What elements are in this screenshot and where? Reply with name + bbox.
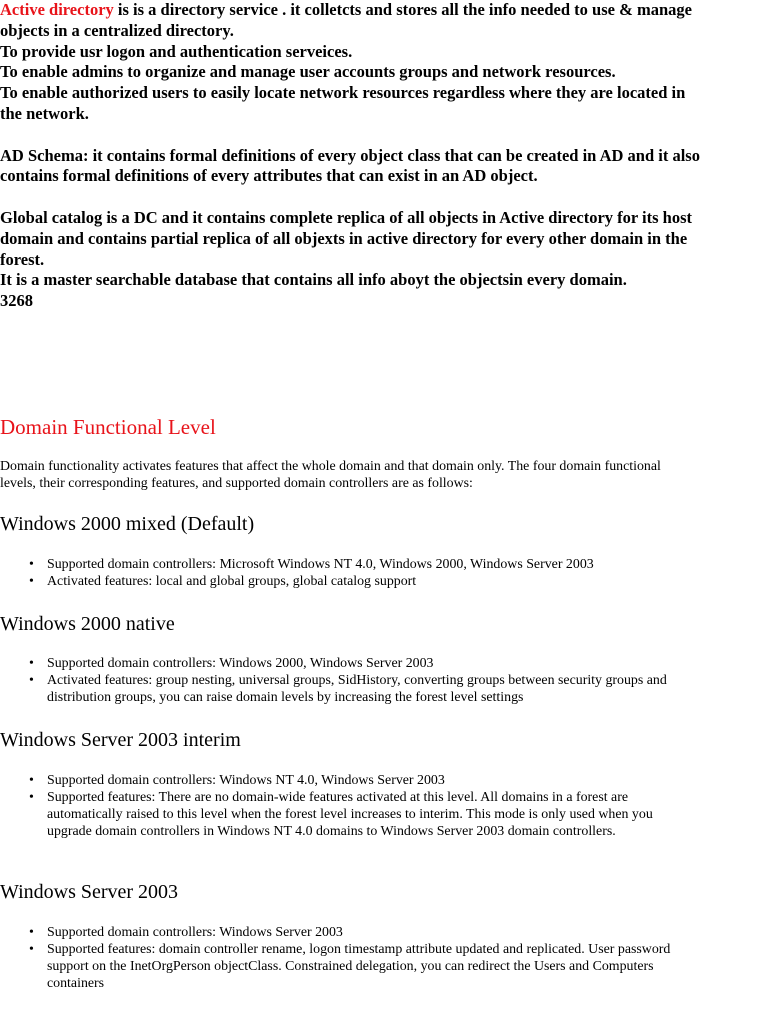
- section-list: [29, 556, 689, 590]
- list-item-text: Activated features: group nesting, universal groups, SidHistory, converting groups between security groups and distribution groups, you can raise domain levels by increasing the forest level settings: [47, 673, 667, 706]
- list-item-text: Supported features: domain controller rename, logon timestamp attribute updated and replicated. User password support on the InetOrgPerson objectClass. Constrained delegation, you can redirect the Users and Computers containers: [47, 942, 671, 992]
- section-heading: Windows 2000 mixed (Default): [0, 513, 255, 535]
- spacer: [0, 125, 700, 146]
- intro-port: 3268: [0, 291, 33, 311]
- section-list: [29, 655, 689, 706]
- list-item: [29, 789, 689, 840]
- spacer: [0, 187, 700, 208]
- bullet-icon: •: [29, 942, 34, 958]
- active-directory-term: Active directory: [0, 0, 114, 19]
- intro-schema: AD Schema: it contains formal definitions of every object class that can be created in AD and it also contains formal definitions of every attributes that can exist in an AD object.: [0, 145, 700, 186]
- intro-notes: [0, 0, 700, 312]
- intro-point-admins: To enable admins to organize and manage user accounts groups and network resources.: [0, 62, 616, 82]
- list-item-text: Activated features: local and global groups, global catalog support: [47, 574, 417, 590]
- intro-global-catalog: Global catalog is a DC and it contains complete replica of all objects in Active directory for its host domain and contains partial replica of all objexts in active directory for every other domain in the forest.: [0, 207, 693, 269]
- section-list: [29, 924, 689, 992]
- list-item-text: Supported domain controllers: Windows NT 4.0, Windows Server 2003: [47, 773, 445, 788]
- intro-definition: [0, 0, 700, 42]
- intro-point-locate: To enable authorized users to easily locate network resources regardless where they are located in the network.: [0, 83, 686, 123]
- list-item: [29, 772, 689, 789]
- bullet-icon: •: [29, 574, 34, 590]
- list-item: [29, 556, 689, 573]
- bullet-icon: •: [29, 925, 34, 940]
- section-list: [29, 772, 689, 840]
- list-item: [29, 924, 689, 941]
- bullet-icon: •: [29, 673, 34, 689]
- intro-point-logon: To provide usr logon and authentication serveices.: [0, 41, 353, 61]
- list-item-text: Supported features: There are no domain-wide features activated at this level. All domains in a forest are automatically raised to this level when the forest level increases to interim. This mode is only used when you upgrade domain controllers in Windows NT 4.0 domains to Windows Server 2003 domain controllers.: [47, 790, 653, 840]
- list-item: [29, 573, 689, 590]
- section-heading: Windows Server 2003 interim: [0, 729, 241, 751]
- bullet-icon: •: [29, 656, 34, 671]
- list-item-text: Supported domain controllers: Windows 2000, Windows Server 2003: [47, 656, 434, 671]
- list-item: [29, 672, 689, 706]
- bullet-icon: •: [29, 790, 34, 806]
- list-item-text: Supported domain controllers: Microsoft Windows NT 4.0, Windows 2000, Windows Server 2003: [47, 557, 594, 572]
- dfl-description: Domain functionality activates features that affect the whole domain and that domain only. The four domain functional levels, their corresponding features, and supported domain controllers are as follows:: [0, 459, 661, 492]
- list-item-text: Supported domain controllers: Windows Server 2003: [47, 925, 343, 940]
- list-item: [29, 941, 689, 992]
- bullet-icon: •: [29, 773, 34, 788]
- intro-master-database: It is a master searchable database that contains all info aboyt the objectsin every domain.: [0, 270, 627, 290]
- bullet-icon: •: [29, 557, 34, 572]
- section-heading: Windows Server 2003: [0, 881, 179, 903]
- active-directory-definition: is is a directory service . it colletcts and stores all the info needed to use & manage objects in a centralized directory.: [0, 0, 692, 40]
- section-heading: Windows 2000 native: [0, 613, 175, 635]
- dfl-heading: Domain Functional Level: [0, 415, 216, 439]
- list-item: [29, 655, 689, 672]
